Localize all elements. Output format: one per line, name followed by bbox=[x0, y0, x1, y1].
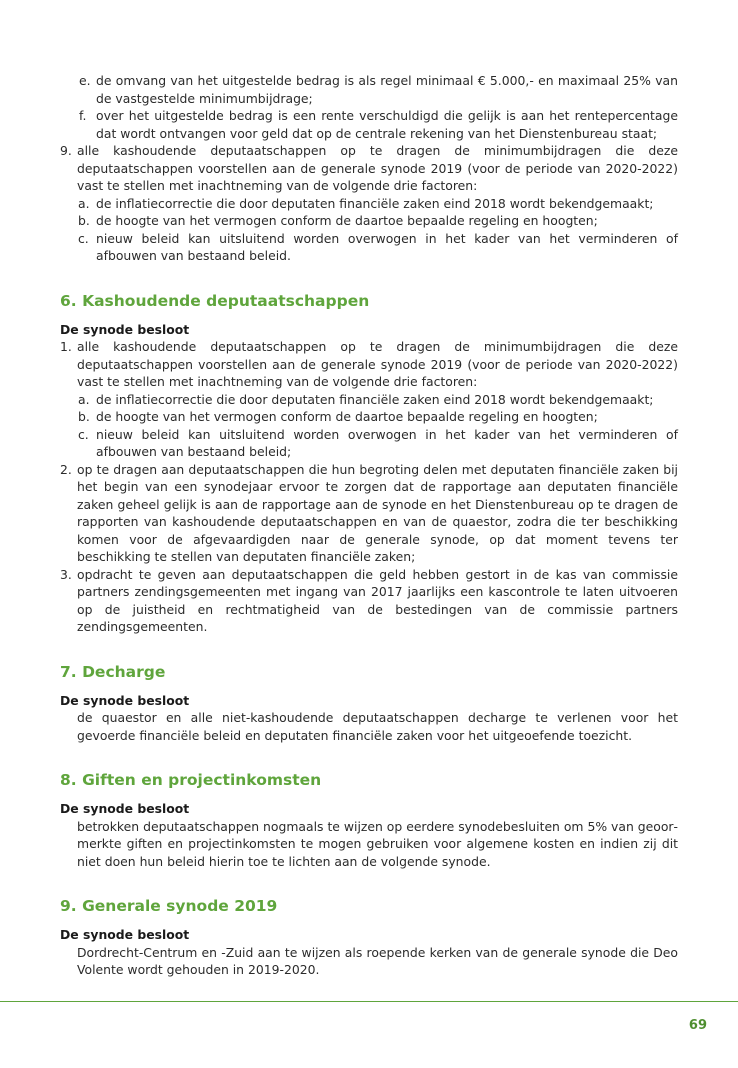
list-marker: 9. bbox=[60, 143, 72, 158]
list-marker: c. bbox=[78, 230, 89, 246]
list-item-text: de inflatiecorrectie die door deputaten financiële zaken eind 2018 wordt bekendgemaakt; bbox=[96, 391, 654, 407]
list-subitem-a bbox=[60, 195, 678, 213]
decision-text: betrokken deputaatschappen nogmaals te wijzen op eerdere synodebesluiten om 5% van geoormerkte giften en projectinkomsten te mogen gebruiken voor algemene kosten en indien zij dit niet doen hun beleid hierin toe te lichten aan de volgende synode. bbox=[77, 818, 678, 869]
list-item-text: de inflatiecorrectie die door deputaten financiële zaken eind 2018 wordt bekendgemaakt; bbox=[96, 195, 654, 211]
list-item-f bbox=[60, 107, 678, 142]
decision-label: De synode besloot bbox=[60, 801, 190, 816]
section-heading-8: 8. Giften en projectinkomsten bbox=[60, 771, 322, 789]
list-marker: a. bbox=[78, 391, 90, 407]
list-subitem-b bbox=[60, 212, 678, 230]
list-item-text: de hoogte van het vermogen conform de daartoe bepaalde regeling en hoogten; bbox=[96, 213, 598, 228]
list-item-2 bbox=[60, 461, 678, 566]
decision-text: de quaestor en alle niet-kashoudende deputaatschappen decharge te verlenen voor het gevoerde financiële beleid en deputaten financiële zaken voor het uitgeoefende toezicht. bbox=[77, 710, 678, 743]
list-item-text: op te dragen aan deputaatschappen die hun begroting delen met deputaten financiële zaken bij het begin van een synodejaar ervoor te zorgen dat de rapportage aan deputaten financiële zaken geheel gelijk is aan de rapportage aan de synode en het Dienstenbureau op te dragen de rapporten van kashoudende deputaatschappen en van de quaestor, zodra die ter beschikking komen voor de afgevaardigden naar de generale synode, op dat moment tevens ter beschikking te stellen van deputaten financiële zaken; bbox=[77, 461, 678, 564]
list-marker: 3. bbox=[60, 566, 72, 582]
section-heading-7: 7. Decharge bbox=[60, 662, 166, 681]
list-marker: b. bbox=[78, 213, 90, 228]
page-content bbox=[60, 72, 678, 979]
decision-label: De synode besloot bbox=[60, 321, 190, 337]
decision-label: De synode besloot bbox=[60, 927, 190, 942]
section-heading-6: 6. Kashoudende deputaatschappen bbox=[60, 291, 370, 310]
list-marker: c. bbox=[78, 426, 89, 442]
list-marker: f. bbox=[79, 108, 87, 123]
list-item-text: de hoogte van het vermogen conform de daartoe bepaalde regeling en hoogten; bbox=[96, 409, 598, 424]
list-item-text: nieuw beleid kan uitsluitend worden overwogen in het kader van het verminderen of afbouwen van bestaand beleid. bbox=[96, 230, 678, 263]
section-heading-9: 9. Generale synode 2019 bbox=[60, 897, 278, 915]
list-marker: 2. bbox=[60, 461, 72, 477]
list-item-text: de omvang van het uitgestelde bedrag is als regel minimaal € 5.000,- en maximaal 25% van de vastgestelde minimumbijdrage; bbox=[96, 73, 678, 106]
list-marker: a. bbox=[78, 195, 90, 211]
list-subitem-c bbox=[60, 230, 678, 265]
list-item-text: nieuw beleid kan uitsluitend worden overwogen in het kader van het verminderen of afbouwen van bestaand beleid; bbox=[96, 426, 678, 459]
list-item-text: alle kashoudende deputaatschappen op te dragen de minimumbijdragen die deze deputaatschappen voorstellen aan de generale synode 2019 (voor de periode van 2020-2022) vast te stellen met inachtneming van de volgende drie factoren: bbox=[77, 339, 678, 389]
list-item-e bbox=[60, 72, 678, 107]
list-marker: e. bbox=[79, 73, 91, 88]
list-item-3 bbox=[60, 566, 678, 636]
list-marker: 1. bbox=[60, 339, 72, 354]
decision-text: Dordrecht-Centrum en -Zuid aan te wijzen als roepende kerken van de generale synode die Deo Volente wordt gehouden in 2019-2020. bbox=[77, 944, 678, 977]
list-item-text: opdracht te geven aan deputaatschappen die geld hebben gestort in de kas van commissie partners zendingsgemeenten met ingang van 2017 jaarlijks een kascontrole te laten uitvoeren op de juistheid en rechtmatigheid van de bestedingen van de commissie partners zendingsgemeenten. bbox=[77, 566, 678, 634]
footer-divider bbox=[0, 1001, 738, 1002]
page-number: 69 bbox=[688, 1018, 707, 1033]
list-marker: b. bbox=[78, 409, 90, 424]
list-item-9 bbox=[60, 142, 678, 195]
list-subitem-a bbox=[60, 391, 678, 409]
list-subitem-c bbox=[60, 426, 678, 461]
list-subitem-b bbox=[60, 408, 678, 426]
list-item-1 bbox=[60, 338, 678, 391]
list-item-text: alle kashoudende deputaatschappen op te dragen de minimumbijdragen die deze deputaatschappen voorstellen aan de generale synode 2019 (voor de periode van 2020-2022) vast te stellen met inachtneming van de volgende drie factoren: bbox=[77, 143, 678, 193]
decision-label: De synode besloot bbox=[60, 692, 190, 708]
list-item-text: over het uitgestelde bedrag is een rente verschuldigd die gelijk is aan het rentepercentage dat wordt ontvangen voor geld dat op de centrale rekening van het Dienstenbureau staat; bbox=[96, 108, 678, 141]
